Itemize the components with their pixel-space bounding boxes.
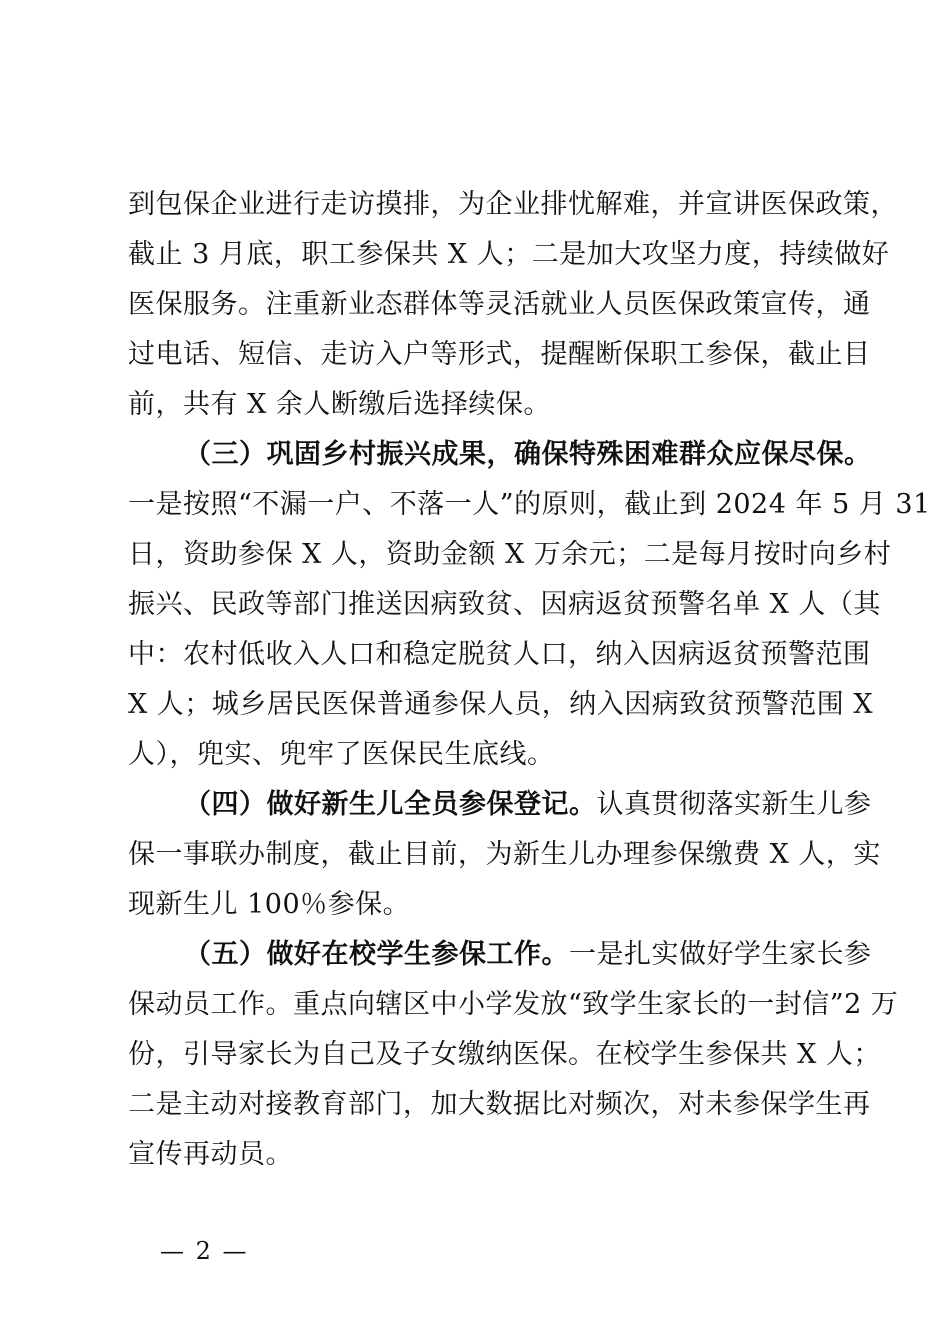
body-line: 份，引导家长为自己及子女缴纳医保。在校学生参保共 X 人； (128, 1039, 881, 1070)
section-4-heading: （四）做好新生儿全员参保登记。 (184, 789, 597, 820)
body-line: X 人；城乡居民医保普通参保人员，纳入因病致贫预警范围 X (128, 689, 874, 720)
section-3-heading-line (128, 430, 872, 480)
body-line: 到包保企业进行走访摸排，为企业排忧解难，并宣讲医保政策， (128, 189, 898, 220)
section-5-heading: （五）做好在校学生参保工作。 (184, 939, 569, 970)
section-4-text: 认真贯彻落实新生儿参 (596, 789, 872, 820)
section-5-heading-line (128, 930, 872, 980)
body-line: 过电话、短信、走访入户等形式，提醒断保职工参保，截止目 (128, 339, 871, 370)
section-4-heading-line (128, 780, 872, 830)
body-line: 中：农村低收入人口和稳定脱贫人口，纳入因病返贫预警范围 (128, 639, 871, 670)
document-body (128, 180, 931, 1180)
body-line: 振兴、民政等部门推送因病致贫、因病返贫预警名单 X 人（其 (128, 589, 881, 620)
body-line: 二是主动对接教育部门，加大数据比对频次，对未参保学生再 (128, 1089, 871, 1120)
body-line: 保一事联办制度，截止目前，为新生儿办理参保缴费 X 人，实 (128, 839, 881, 870)
body-line: 截止 3 月底，职工参保共 X 人；二是加大攻坚力度，持续做好 (128, 239, 890, 270)
section-3-heading: （三）巩固乡村振兴成果，确保特殊困难群众应保尽保。 (184, 439, 872, 470)
body-line: 保动员工作。重点向辖区中小学发放“致学生家长的一封信”2 万 (128, 989, 899, 1020)
page-number: — 2 — (160, 1237, 249, 1265)
body-line: 人），兜实、兜牢了医保民生底线。 (128, 739, 555, 770)
body-line: 宣传再动员。 (128, 1139, 293, 1170)
body-line: 医保服务。注重新业态群体等灵活就业人员医保政策宣传，通 (128, 289, 871, 320)
body-line: 前，共有 X 余人断缴后选择续保。 (128, 389, 551, 420)
body-line: 一是按照“不漏一户、不落一人”的原则，截止到 2024 年 5 月 31 (128, 489, 931, 520)
body-line: 日，资助参保 X 人，资助金额 X 万余元；二是每月按时向乡村 (128, 539, 892, 570)
body-line: 现新生儿 100％参保。 (128, 889, 411, 920)
section-5-text: 一是扎实做好学生家长参 (569, 939, 872, 970)
